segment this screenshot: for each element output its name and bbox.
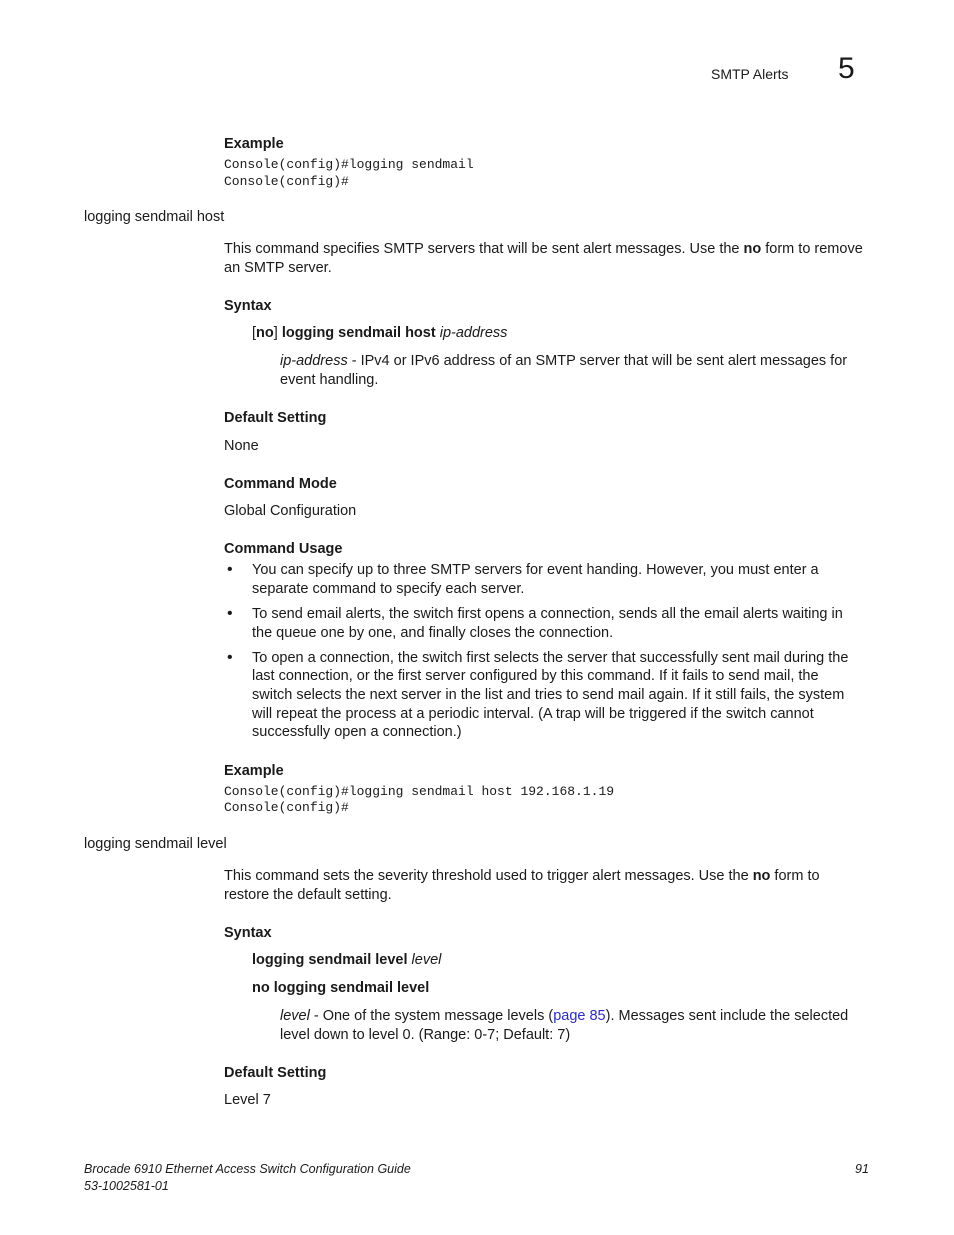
bullet-marker: •	[227, 649, 233, 666]
default-setting-value: None	[224, 438, 259, 454]
syntax-line	[252, 951, 441, 970]
usage-text: last connection, or the first server configured by this command. If it fails to send mail, the	[252, 668, 819, 684]
no-keyword: no	[743, 241, 762, 257]
command-description	[224, 240, 863, 259]
usage-text: To open a connection, the switch first selects the server that successfully sent mail during the	[252, 650, 849, 666]
param-desc: ). Messages sent include the selected	[605, 1008, 849, 1024]
usage-text: the queue one by one, and finally closes the connection.	[252, 625, 614, 641]
running-header-section: SMTP Alerts	[711, 66, 789, 82]
param-name: ip-address	[280, 353, 348, 369]
syntax-heading: Syntax	[224, 298, 272, 314]
desc-text: form to remove	[761, 241, 863, 257]
command-usage-heading: Command Usage	[224, 541, 343, 557]
no-keyword: no	[256, 325, 274, 341]
desc-text: This command sets the severity threshold used to trigger alert messages. Use the	[224, 868, 753, 884]
footer-guide-title: Brocade 6910 Ethernet Access Switch Configuration Guide	[84, 1162, 411, 1176]
param-name: level	[280, 1008, 310, 1024]
code-line: Console(config)#	[224, 174, 349, 189]
desc-text: This command specifies SMTP servers that will be sent alert messages. Use the	[224, 241, 744, 257]
usage-text: To send email alerts, the switch first opens a connection, sends all the email alerts waiting in	[252, 606, 843, 622]
command-mode-value: Global Configuration	[224, 503, 357, 519]
bracket: [	[252, 325, 257, 341]
syntax-heading: Syntax	[224, 925, 272, 941]
code-line: Console(config)#logging sendmail host 192.168.1.19	[224, 784, 615, 799]
default-setting-heading: Default Setting	[224, 1065, 327, 1081]
footer-doc-number: 53-1002581-01	[84, 1179, 169, 1193]
bracket: ]	[273, 325, 282, 341]
no-keyword: no	[752, 868, 771, 884]
syntax-param: level	[411, 952, 442, 968]
bullet-marker: •	[227, 605, 233, 622]
param-description-line: event handling.	[280, 372, 379, 388]
syntax-command: logging sendmail host	[281, 325, 436, 341]
example-heading: Example	[224, 136, 284, 152]
command-title: logging sendmail level	[84, 836, 227, 852]
usage-text: successfully open a connection.)	[252, 724, 462, 740]
page-link[interactable]: page 85	[553, 1008, 606, 1024]
param-description	[280, 352, 847, 371]
syntax-command: logging sendmail level	[252, 952, 408, 968]
usage-text: switch selects the next server in the list and tries to send mail again. If it still fails, the system	[252, 687, 845, 703]
chapter-number: 5	[838, 52, 855, 85]
param-desc: - One of the system message levels (	[309, 1008, 554, 1024]
default-setting-heading: Default Setting	[224, 410, 327, 426]
command-title: logging sendmail host	[84, 209, 225, 225]
bullet-marker: •	[227, 561, 233, 578]
code-line: Console(config)#logging sendmail	[224, 157, 474, 172]
syntax-line	[252, 324, 507, 343]
command-mode-heading: Command Mode	[224, 476, 337, 492]
usage-text: will repeat the process at a periodic interval. (A trap will be triggered if the switch cannot	[252, 706, 814, 722]
param-desc: - IPv4 or IPv6 address of an SMTP server that will be sent alert messages for	[347, 353, 848, 369]
param-description-line: level down to level 0. (Range: 0-7; Default: 7)	[280, 1027, 571, 1043]
syntax-no-form: no logging sendmail level	[252, 980, 430, 996]
param-description	[280, 1007, 848, 1026]
usage-text: separate command to specify each server.	[252, 581, 525, 597]
command-description-line: restore the default setting.	[224, 887, 392, 903]
syntax-param: ip-address	[439, 325, 508, 341]
command-description-line: an SMTP server.	[224, 260, 332, 276]
default-setting-value: Level 7	[224, 1092, 271, 1108]
usage-text: You can specify up to three SMTP servers for event handing. However, you must enter a	[252, 562, 819, 578]
command-description	[224, 867, 820, 886]
example-heading: Example	[224, 763, 284, 779]
footer-page-number: 91	[855, 1162, 869, 1176]
desc-text: form to	[770, 868, 820, 884]
code-line: Console(config)#	[224, 800, 349, 815]
